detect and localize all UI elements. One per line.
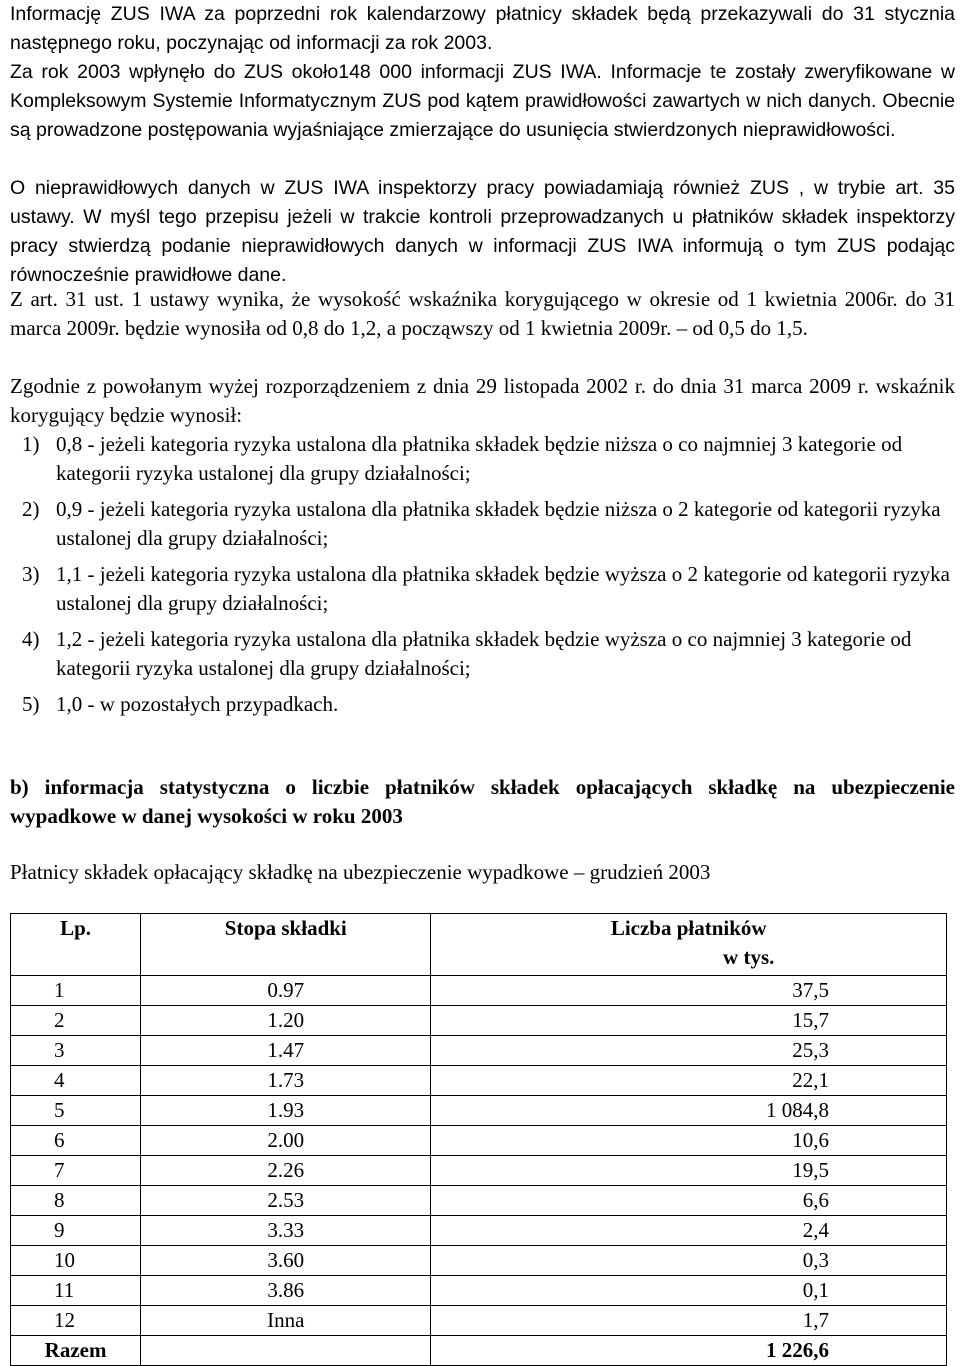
table-total-row — [11, 1336, 947, 1366]
coefficient-list — [10, 430, 955, 726]
header-count-line2: w tys. — [723, 945, 775, 969]
table-row — [11, 1216, 947, 1246]
list-item-text: 0,8 - jeżeli kategoria ryzyka ustalona dla płatnika składek będzie niższa o co najmniej 3 kategorie od kategorii ryzyka ustalonej dla grupy działalności; — [56, 432, 903, 485]
cell-lp: 6 — [11, 1126, 141, 1156]
table-body — [11, 976, 947, 1366]
paragraph-zus-iwa-deadline: Informację ZUS IWA za poprzedni rok kalendarzowy płatnicy składek będą przekazywali do 31 stycznia następnego roku, poczynając od informacji za rok 2003. — [10, 3, 955, 54]
list-item-text: 1,0 - w pozostałych przypadkach. — [56, 692, 339, 716]
header-rate: Stopa składki — [141, 914, 431, 976]
paragraph-regulation: Zgodnie z powołanym wyżej rozporządzeniem z dnia 29 listopada 2002 r. do dnia 31 marca 2009 r. wskaźnik korygujący będzie wynosił: — [10, 374, 955, 427]
cell-lp: 12 — [11, 1306, 141, 1336]
cell-count: 37,5 — [431, 976, 947, 1006]
list-item — [10, 430, 955, 488]
cell-lp: 4 — [11, 1066, 141, 1096]
cell-count: 1,7 — [431, 1306, 947, 1336]
list-item-number: 3) — [22, 562, 40, 586]
cell-count: 0,3 — [431, 1246, 947, 1276]
header-count-line1: Liczba płatników — [610, 916, 767, 940]
paragraph-art-31: Z art. 31 ust. 1 ustawy wynika, że wysokość wskaźnika korygującego w okresie od 1 kwietnia 2006r. do 31 marca 2009r. będzie wynosiła od 0,8 do 1,2, a począwszy od 1 kwietnia 2009r. – od 0,5 do 1,5. — [10, 287, 955, 340]
list-item-text: 1,2 - jeżeli kategoria ryzyka ustalona dla płatnika składek będzie wyższa o co najmniej 3 kategorie od kategorii ryzyka ustalonej dla grupy działalności; — [56, 627, 912, 680]
table-row — [11, 1156, 947, 1186]
list-item-number: 1) — [22, 432, 40, 456]
cell-count: 10,6 — [431, 1126, 947, 1156]
cell-count: 25,3 — [431, 1036, 947, 1066]
table-row — [11, 1306, 947, 1336]
table-row — [11, 1006, 947, 1036]
table-row — [11, 976, 947, 1006]
cell-count: 19,5 — [431, 1156, 947, 1186]
cell-rate: 3.86 — [141, 1276, 431, 1306]
cell-lp: 11 — [11, 1276, 141, 1306]
total-empty-cell — [141, 1336, 431, 1366]
list-item-number: 2) — [22, 497, 40, 521]
cell-rate: 1.20 — [141, 1006, 431, 1036]
cell-lp: 8 — [11, 1186, 141, 1216]
paragraph-zus-iwa-2003: Za rok 2003 wpłynęło do ZUS około148 000 informacji ZUS IWA. Informacje te zostały zweryfikowane w Kompleksowym Systemie Informatycznym ZUS pod kątem prawidłowości zawartych w nich danych. Obecnie są prowadzone postępowania wyjaśniające zmierzające do usunięcia stwierdzonych nieprawidłowości. — [10, 61, 955, 141]
header-count — [431, 914, 947, 976]
cell-lp: 5 — [11, 1096, 141, 1126]
table-row — [11, 1066, 947, 1096]
table-row — [11, 1036, 947, 1066]
header-lp: Lp. — [11, 914, 141, 976]
cell-lp: 3 — [11, 1036, 141, 1066]
cell-lp: 7 — [11, 1156, 141, 1186]
list-item — [10, 625, 955, 683]
list-item-text: 1,1 - jeżeli kategoria ryzyka ustalona dla płatnika składek będzie wyższa o 2 kategorie od kategorii ryzyka ustalonej dla grupy działalności; — [56, 562, 950, 615]
paragraph-labour-inspectors: O nieprawidłowych danych w ZUS IWA inspektorzy pracy powiadamiają również ZUS , w trybie art. 35 ustawy. W myśl tego przepisu jeżeli w trakcie kontroli przeprowadzanych u płatników składek inspektorzy pracy stwierdzą podanie nieprawidłowych danych w informacji ZUS IWA informują o tym ZUS podając równocześnie prawidłowe dane. — [10, 177, 955, 286]
cell-count: 1 084,8 — [431, 1096, 947, 1126]
table-row — [11, 1186, 947, 1216]
list-item — [10, 690, 955, 719]
cell-rate: 1.93 — [141, 1096, 431, 1126]
list-item-text: 0,9 - jeżeli kategoria ryzyka ustalona dla płatnika składek będzie niższa o 2 kategorie od kategorii ryzyka ustalonej dla grupy działalności; — [56, 497, 941, 550]
table-row — [11, 1246, 947, 1276]
section-heading: b) informacja statystyczna o liczbie płatników składek opłacających składkę na ubezpieczenie wypadkowe w danej wysokości w roku 2003 — [10, 775, 955, 828]
list-item — [10, 560, 955, 618]
list-item-number: 4) — [22, 627, 40, 651]
total-label: Razem — [11, 1336, 141, 1366]
cell-rate: 0.97 — [141, 976, 431, 1006]
table-row — [11, 1096, 947, 1126]
table-row — [11, 1276, 947, 1306]
table-header-row — [11, 914, 947, 976]
cell-lp: 1 — [11, 976, 141, 1006]
cell-rate: 2.53 — [141, 1186, 431, 1216]
table-row — [11, 1126, 947, 1156]
cell-count: 22,1 — [431, 1066, 947, 1096]
cell-count: 2,4 — [431, 1216, 947, 1246]
cell-lp: 10 — [11, 1246, 141, 1276]
cell-rate: 3.33 — [141, 1216, 431, 1246]
cell-rate: 3.60 — [141, 1246, 431, 1276]
list-item-number: 5) — [22, 692, 40, 716]
table-caption: Płatnicy składek opłacający składkę na ubezpieczenie wypadkowe – grudzień 2003 — [10, 860, 711, 884]
cell-rate: 1.47 — [141, 1036, 431, 1066]
cell-lp: 9 — [11, 1216, 141, 1246]
cell-lp: 2 — [11, 1006, 141, 1036]
total-count: 1 226,6 — [431, 1336, 947, 1366]
list-item — [10, 495, 955, 553]
cell-count: 0,1 — [431, 1276, 947, 1306]
cell-rate: 1.73 — [141, 1066, 431, 1096]
cell-rate: Inna — [141, 1306, 431, 1336]
cell-rate: 2.00 — [141, 1126, 431, 1156]
cell-count: 15,7 — [431, 1006, 947, 1036]
cell-count: 6,6 — [431, 1186, 947, 1216]
statistics-table — [10, 913, 947, 1366]
cell-rate: 2.26 — [141, 1156, 431, 1186]
